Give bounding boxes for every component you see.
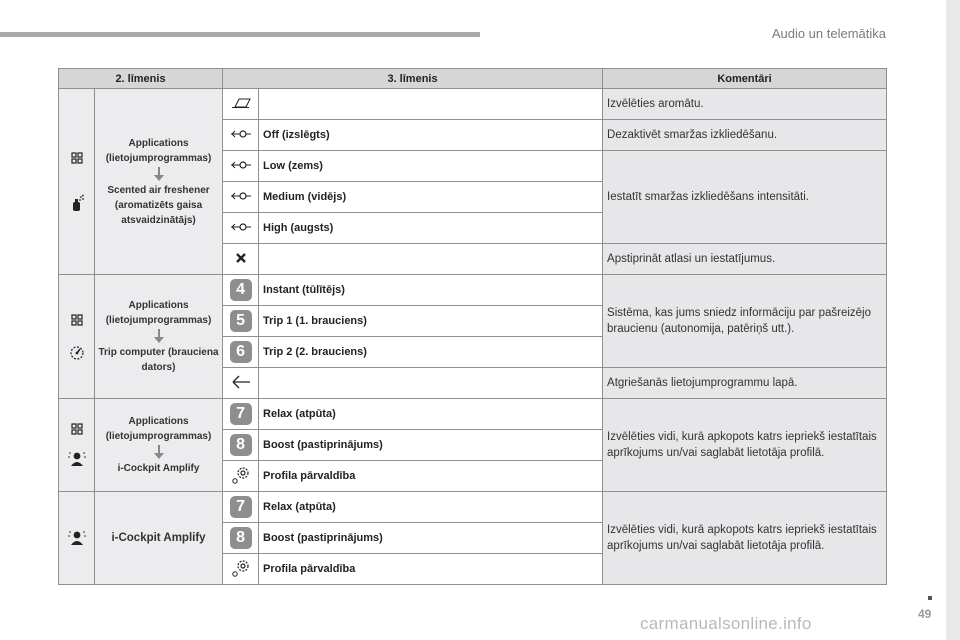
level3-icon-cell [223,120,259,151]
down-arrow-icon [154,445,164,459]
comment-cell: Izvēlēties aromātu. [603,89,887,120]
page-number: 49 [918,607,932,621]
profile-settings-icon [231,465,251,485]
level3-label [259,368,603,399]
level3-label: Boost (pastiprinājums) [259,430,603,461]
fragrance-diffuser-icon [229,221,253,233]
fragrance-diffuser-icon [229,159,253,171]
level3-icon-cell [223,430,259,461]
level2-icons-cell [59,492,95,585]
table-row [59,399,887,430]
page-edge-strip [946,0,960,640]
level3-icon-cell [223,399,259,430]
level3-icon-cell [223,523,259,554]
level2-icons-cell [59,275,95,399]
header-bar [0,32,480,37]
level3-label: Low (zems) [259,151,603,182]
level3-icon-cell [223,89,259,120]
fragrance-diffuser-icon [229,190,253,202]
level2-label-applications: Applications (lietojumprogrammas) [105,300,212,326]
comment-cell: Dezaktivēt smaržas izkliedēšanu. [603,120,887,151]
level3-label: Medium (vidējs) [259,182,603,213]
apps-grid-icon [71,314,83,326]
level3-icon-cell [223,275,259,306]
comment-cell: Izvēlēties vidi, kurā apkopots katrs iepriekš iestatītais aprīkojums un/vai saglabāt lietotāja profilā. [603,399,887,492]
number-badge: 7 [230,496,252,518]
air-freshener-icon [69,194,85,212]
level3-label: Instant (tūlītējs) [259,275,603,306]
level2-label-icockpit: i-Cockpit Amplify [117,463,200,474]
number-badge: 8 [230,527,252,549]
level3-label: Off (izslēgts) [259,120,603,151]
down-arrow-icon [154,329,164,343]
number-badge: 8 [230,434,252,456]
edit-eraser-icon [229,97,253,109]
level3-label: Profila pārvaldība [259,461,603,492]
comment-cell: Apstiprināt atlasi un iestatījumus. [603,244,887,275]
level3-label: Relax (atpūta) [259,399,603,430]
level3-icon-cell [223,306,259,337]
level2-label-air-freshener: Scented air freshener (aromatizēts gaisa atsvaidzinātājs) [107,184,210,226]
number-badge: 7 [230,403,252,425]
level3-label: Boost (pastiprinājums) [259,523,603,554]
level3-label [259,244,603,275]
number-badge: 6 [230,341,252,363]
table-row [59,275,887,306]
comment-cell: Atgriešanās lietojumprogrammu lapā. [603,368,887,399]
level3-icon-cell [223,492,259,523]
back-arrow-icon [230,375,252,389]
level3-icon-cell [223,337,259,368]
apps-grid-icon [71,423,83,435]
down-arrow-icon [154,167,164,181]
level2-label-applications: Applications (lietojumprogrammas) [105,137,212,164]
level3-icon-cell [223,213,259,244]
level2-label-trip-computer: Trip computer (brauciena dators) [98,347,219,373]
level3-icon-cell [223,368,259,399]
table-row [59,492,887,523]
comment-cell: Izvēlēties vidi, kurā apkopots katrs iepriekš iestatītais aprīkojums un/vai saglabāt lietotāja profilā. [603,492,887,585]
level2-label-cell [95,399,223,492]
level3-icon-cell [223,182,259,213]
settings-table [58,68,887,585]
comment-cell: Iestatīt smaržas izkliedēšans intensitāti. [603,151,887,244]
close-x-icon [235,252,247,264]
number-badge: 4 [230,279,252,301]
page-marker [928,596,932,600]
level3-icon-cell [223,554,259,585]
watermark-text: carmanualsonline.info [640,614,812,633]
level2-label-cell [95,275,223,399]
level2-label-cell [95,492,223,585]
level2-label-icockpit: i-Cockpit Amplify [111,531,206,544]
level3-icon-cell [223,461,259,492]
level2-label-applications: Applications (lietojumprogrammas) [105,416,212,442]
comment-cell: Sistēma, kas jums sniedz informāciju par pašreizējo braucienu (autonomija, patēriņš utt.). [603,275,887,368]
table-row [59,89,887,120]
cockpit-person-icon [68,451,86,467]
level3-label: Trip 1 (1. brauciens) [259,306,603,337]
level2-icons-cell [59,89,95,275]
fragrance-diffuser-icon [229,128,253,140]
column-header-level2: 2. līmenis [59,69,223,89]
level3-label [259,89,603,120]
profile-settings-icon [231,558,251,578]
level3-label: Trip 2 (2. brauciens) [259,337,603,368]
level3-label: Profila pārvaldība [259,554,603,585]
level3-label: High (augsts) [259,213,603,244]
trip-computer-icon [69,344,85,360]
number-badge: 5 [230,310,252,332]
level2-icons-cell [59,399,95,492]
cockpit-person-icon [68,530,86,546]
level3-label: Relax (atpūta) [259,492,603,523]
apps-grid-icon [71,152,83,164]
level3-icon-cell [223,151,259,182]
level2-label-cell [95,89,223,275]
section-title: Audio un telemātika [771,26,886,41]
column-header-level3: 3. līmenis [223,69,603,89]
level3-icon-cell [223,244,259,275]
column-header-comments: Komentāri [603,69,887,89]
